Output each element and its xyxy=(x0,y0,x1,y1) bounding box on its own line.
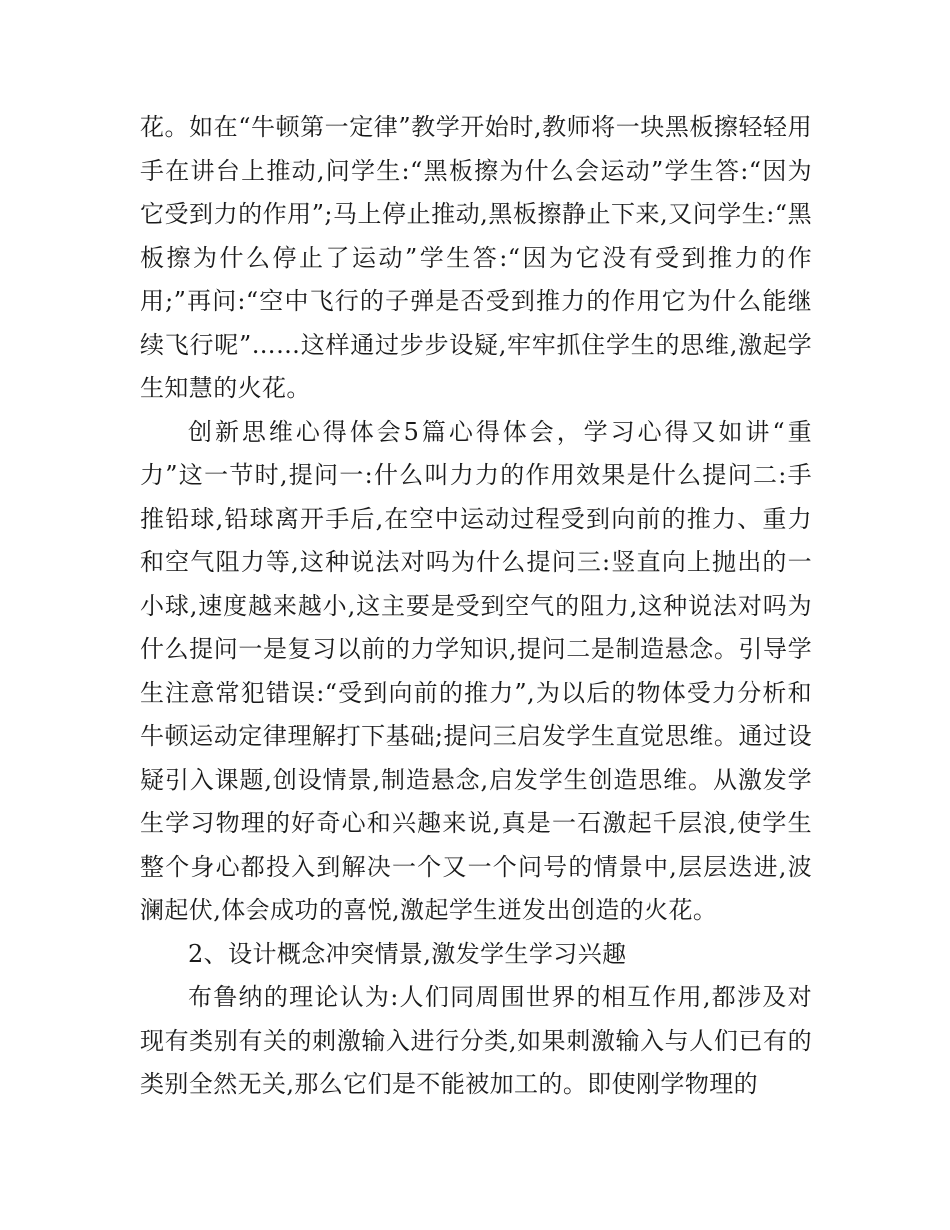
paragraph-3: 布鲁纳的理论认为:人们同周围世界的相互作用,都涉及对现有类别有关的刺激输入进行分类,如果刺激输入与人们已有的类别全然无关,那么它们是不能被加工的。即使刚学物理的 xyxy=(140,983,812,1098)
paragraph-2: 创新思维心得体会5篇心得体会，学习心得又如讲“重力”这一节时,提问一:什么叫力力的作用效果是什么提问二:手推铅球,铅球离开手后,在空中运动过程受到向前的推力、重力和空气阻力等,这种说法对吗为什么提问三:竖直向上抛出的一小球,速度越来越小,这主要是受到空气的阻力,这种说法对吗为什么提问一是复习以前的力学知识,提问二是制造悬念。引导学生注意常犯错误:“受到向前的推力”,为以后的物体受力分析和牛顿运动定律理解打下基础;提问三启发学生直觉思维。通过设疑引入课题,创设情景,制造悬念,启发学生创造思维。从激发学生学习物理的好奇心和兴趣来说,真是一石激起千层浪,使学生整个身心都投入到解决一个又一个问号的情景中,层层迭进,波澜起伏,体会成功的喜悦,激起学生迸发出创造的火花。 xyxy=(140,417,812,924)
document-body xyxy=(140,106,812,1107)
paragraph-1: 花。如在“牛顿第一定律”教学开始时,教师将一块黑板擦轻轻用手在讲台上推动,问学生:“黑板擦为什么会运动”学生答:“因为它受到力的作用”;马上停止推动,黑板擦静止下来,又问学生:“黑板擦为什么停止了运动”学生答:“因为它没有受到推力的作用;”再问:“空中飞行的子弹是否受到推力的作用它为什么能继续飞行呢”……这样通过步步设疑,牢牢抓住学生的思维,激起学生知慧的火花。 xyxy=(140,113,812,402)
section-heading: 2、设计概念冲突情景,激发学生学习兴趣 xyxy=(188,939,627,968)
